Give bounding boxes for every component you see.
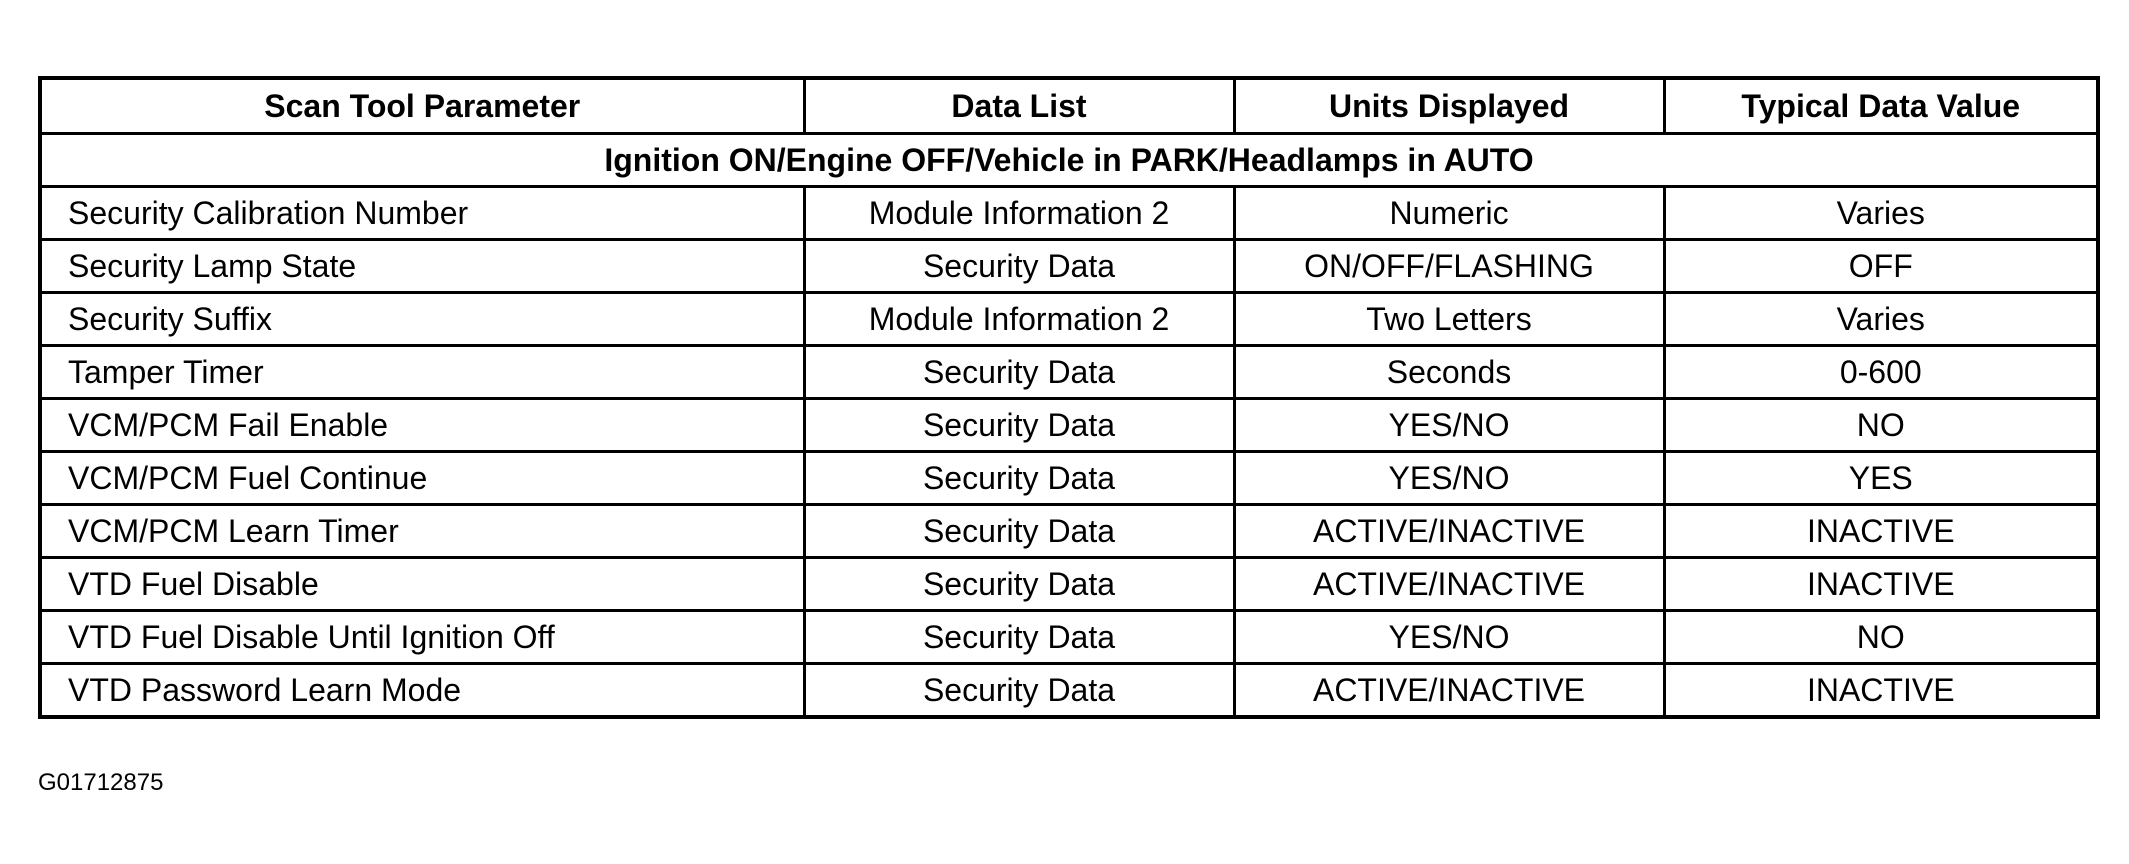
- table-row: [40, 187, 2098, 240]
- cell-units: Numeric: [1234, 187, 1664, 240]
- cell-typical-value: INACTIVE: [1664, 664, 2098, 718]
- cell-parameter: VCM/PCM Fail Enable: [40, 399, 804, 452]
- header-units-displayed: Units Displayed: [1234, 78, 1664, 134]
- cell-parameter: VTD Password Learn Mode: [40, 664, 804, 718]
- header-row: [40, 78, 2098, 134]
- cell-units: Seconds: [1234, 346, 1664, 399]
- table-row: [40, 505, 2098, 558]
- section-title: Ignition ON/Engine OFF/Vehicle in PARK/Headlamps in AUTO: [40, 134, 2098, 187]
- cell-data-list: Security Data: [804, 452, 1234, 505]
- cell-data-list: Security Data: [804, 346, 1234, 399]
- table-row: [40, 346, 2098, 399]
- cell-typical-value: Varies: [1664, 293, 2098, 346]
- cell-typical-value: YES: [1664, 452, 2098, 505]
- table-row: [40, 293, 2098, 346]
- cell-typical-value: NO: [1664, 611, 2098, 664]
- header-typical-data-value: Typical Data Value: [1664, 78, 2098, 134]
- cell-units: YES/NO: [1234, 452, 1664, 505]
- cell-parameter: VTD Fuel Disable Until Ignition Off: [40, 611, 804, 664]
- cell-typical-value: INACTIVE: [1664, 505, 2098, 558]
- cell-parameter: Security Calibration Number: [40, 187, 804, 240]
- cell-data-list: Security Data: [804, 664, 1234, 718]
- cell-data-list: Security Data: [804, 399, 1234, 452]
- header-data-list: Data List: [804, 78, 1234, 134]
- table-row: [40, 664, 2098, 718]
- cell-units: ACTIVE/INACTIVE: [1234, 558, 1664, 611]
- figure-id: G01712875: [38, 769, 164, 796]
- cell-data-list: Security Data: [804, 611, 1234, 664]
- cell-typical-value: OFF: [1664, 240, 2098, 293]
- cell-data-list: Security Data: [804, 240, 1234, 293]
- cell-parameter: VCM/PCM Learn Timer: [40, 505, 804, 558]
- scan-tool-data-table: [38, 76, 2100, 719]
- cell-parameter: VTD Fuel Disable: [40, 558, 804, 611]
- cell-parameter: VCM/PCM Fuel Continue: [40, 452, 804, 505]
- table-row: [40, 558, 2098, 611]
- cell-units: ON/OFF/FLASHING: [1234, 240, 1664, 293]
- cell-typical-value: INACTIVE: [1664, 558, 2098, 611]
- section-row: [40, 134, 2098, 187]
- cell-typical-value: NO: [1664, 399, 2098, 452]
- cell-units: YES/NO: [1234, 399, 1664, 452]
- cell-data-list: Module Information 2: [804, 293, 1234, 346]
- table-row: [40, 452, 2098, 505]
- cell-units: Two Letters: [1234, 293, 1664, 346]
- cell-parameter: Security Lamp State: [40, 240, 804, 293]
- table-row: [40, 240, 2098, 293]
- cell-typical-value: 0-600: [1664, 346, 2098, 399]
- cell-units: ACTIVE/INACTIVE: [1234, 664, 1664, 718]
- cell-typical-value: Varies: [1664, 187, 2098, 240]
- table-row: [40, 399, 2098, 452]
- cell-units: ACTIVE/INACTIVE: [1234, 505, 1664, 558]
- cell-data-list: Security Data: [804, 558, 1234, 611]
- cell-parameter: Security Suffix: [40, 293, 804, 346]
- cell-units: YES/NO: [1234, 611, 1664, 664]
- header-scan-tool-parameter: Scan Tool Parameter: [40, 78, 804, 134]
- table-row: [40, 611, 2098, 664]
- cell-data-list: Security Data: [804, 505, 1234, 558]
- cell-data-list: Module Information 2: [804, 187, 1234, 240]
- cell-parameter: Tamper Timer: [40, 346, 804, 399]
